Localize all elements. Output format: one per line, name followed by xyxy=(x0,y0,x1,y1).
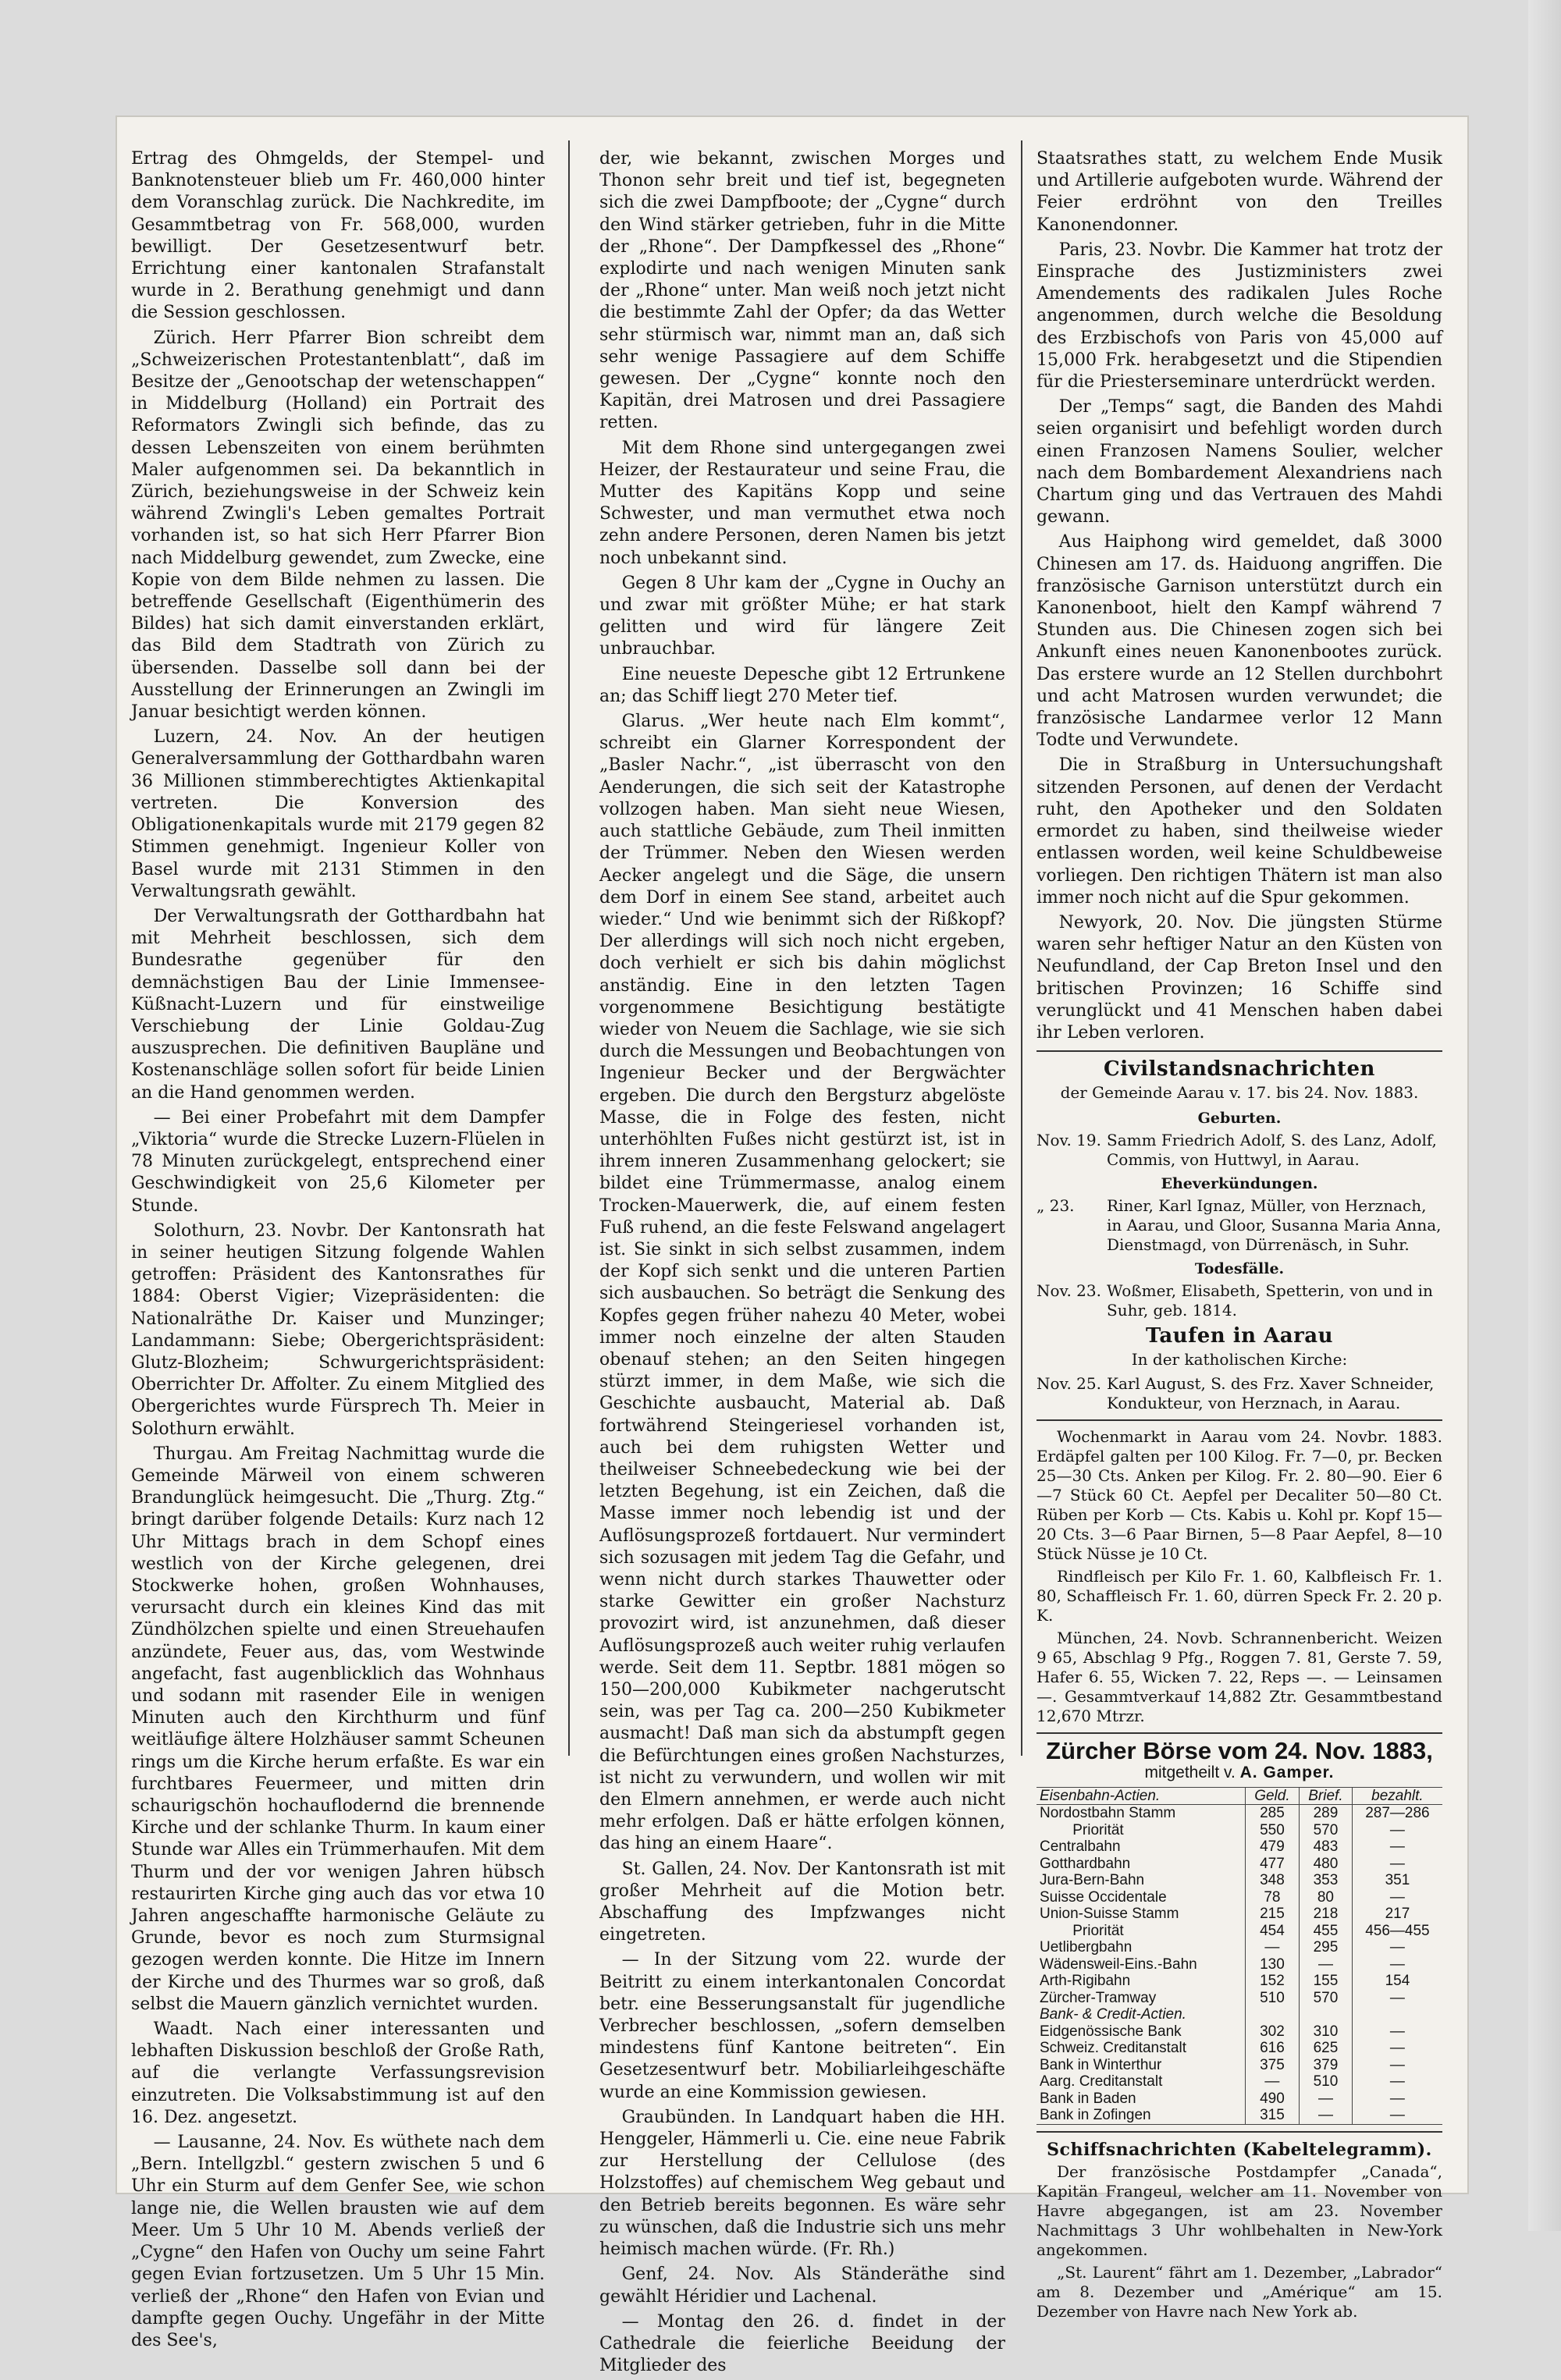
table-row xyxy=(1037,1973,1442,1990)
table-row xyxy=(1037,1939,1442,1956)
stock-table-body xyxy=(1037,1805,1442,2125)
article-paragraph: Zürich. Herr Pfarrer Bion schreibt dem „Schweizerischen Protestantenblatt“, daß im Besitze der „Genootschap der wetenschappen“ in Middelburg (Holland) ein Portrait des Reformators Zwingli sich befinde, das zu dessen Lebenszeiten von einem berühmten Maler aufgenommen sei. Da bekanntlich in Zürich, beziehungsweise in der Schweiz kein während Zwingli's Leben gemaltes Portrait vorhanden ist, so hat sich Herr Pfarrer Bion nach Middelburg gewendet, zum Zwecke, eine Kopie von dem Bilde nehmen zu lassen. Die betreffende Gesellschaft (Eigenthümerin des Bildes) hat sich damit einverstanden erklärt, das Bild dem Stadtrath von Zürich zu übersenden. Dasselbe soll dann bei der Ausstellung der Erinnerungen an Zwingli im Januar besichtigt werden können. xyxy=(131,328,545,723)
cell-geld: 477 xyxy=(1245,1856,1299,1873)
cell-name: Gotthardbahn xyxy=(1040,1855,1131,1872)
list-item xyxy=(1037,1131,1442,1170)
cell-bezahlt: — xyxy=(1352,1939,1442,1956)
cell-bezahlt: — xyxy=(1352,1822,1442,1839)
marriages-heading: Eheverkündungen. xyxy=(1161,1174,1318,1192)
entry-text: Samm Friedrich Adolf, S. des Lanz, Adolf, Commis, von Huttwyl, in Aarau. xyxy=(1107,1130,1437,1169)
cell-geld: 78 xyxy=(1245,1889,1299,1906)
left-column xyxy=(131,148,545,2355)
right-column xyxy=(1037,148,1442,2325)
cell-brief: 218 xyxy=(1300,1906,1353,1923)
cell-bezahlt: 287—286 xyxy=(1352,1805,1442,1822)
cell-name: Suisse Occidentale xyxy=(1040,1888,1167,1906)
cell-name: Priorität xyxy=(1040,1821,1124,1838)
article-paragraph: Ertrag des Ohmgelds, der Stempel- und Banknotensteuer blieb um Fr. 460,000 hinter dem Voranschlag zurück. Die Nachkredite, im Gesammtbetrag von Fr. 568,000, wurden bewilligt. Der Gesetzesentwurf betr. Errichtung einer kantonalen Strafanstalt wurde in 2. Berathung genehmigt und dann die Session geschlossen. xyxy=(131,149,545,323)
cell-brief: — xyxy=(1300,2107,1353,2124)
cell-bezahlt: 217 xyxy=(1352,1906,1442,1923)
baptisms-title: Taufen in Aarau xyxy=(1145,1324,1334,1348)
cell-brief: 625 xyxy=(1300,2040,1353,2057)
article-paragraph: Die in Straßburg in Untersuchungshaft sitzenden Personen, auf denen der Verdacht ruht, den Apotheker und den Soldaten ermordet zu haben, sind theilweise wieder entlassen worden, weil keine Schuldbeweise vorliegen. Den richtigen Thätern ist man also immer noch nicht auf die Spur gekommen. xyxy=(1037,755,1442,908)
cell-name: Bank in Zofingen xyxy=(1040,2107,1151,2124)
article-paragraph: — Lausanne, 24. Nov. Es wüthete nach dem „Bern. Intellgzbl.“ gestern zwischen 5 und 6 Uhr ein Sturm auf dem Genfer See, wie schon lange nie, die Wellen brausten wie auf dem Meer. Um 5 Uhr 10 M. Abends verließ der „Cygne“ den Hafen von Ouchy um seine Fahrt gegen Evian fortzusetzen. Um 5 Uhr 15 Min. verließ der „Rhone“ den Hafen von Evian und dampfte gegen Ouchy. Ungefähr in der Mitte des See's, xyxy=(131,2133,545,2350)
cell-geld: — xyxy=(1245,2073,1299,2090)
column-header: Brief. xyxy=(1300,1787,1353,1805)
cell-geld: 550 xyxy=(1245,1822,1299,1839)
cell-geld: 375 xyxy=(1245,2057,1299,2074)
entry-text: Riner, Karl Ignaz, Müller, von Herznach, in Aarau, und Gloor, Susanna Maria Anna, Dienstmagd, von Dürrenäsch, in Suhr. xyxy=(1107,1195,1442,1254)
cell-bezahlt: — xyxy=(1352,2057,1442,2074)
article-paragraph: Eine neueste Depesche gibt 12 Ertrunkene an; das Schiff liegt 270 Meter tief. xyxy=(599,664,1005,706)
cell-name: Bank in Baden xyxy=(1040,2090,1136,2107)
cell-bezahlt xyxy=(1352,2006,1442,2023)
list-item xyxy=(1037,1281,1442,1320)
article-paragraph: Staatsrathes statt, zu welchem Ende Musik und Artillerie aufgeboten wurde. Während der Feier erdröhnt von den Treilles Kanonendonner. xyxy=(1037,149,1442,235)
cell-geld: 454 xyxy=(1245,1923,1299,1940)
schiff-title: Schiffsnachrichten (Kabeltelegramm). xyxy=(1047,2139,1432,2160)
cell-name: Jura-Bern-Bahn xyxy=(1040,1872,1145,1889)
cell-brief: — xyxy=(1300,2090,1353,2108)
cell-name: Bank in Winterthur xyxy=(1040,2056,1162,2073)
cell-brief: 510 xyxy=(1300,2073,1353,2090)
cell-geld: 302 xyxy=(1245,2023,1299,2041)
cell-brief: 570 xyxy=(1300,1990,1353,2007)
borse-subtitle-name: A. Gamper. xyxy=(1239,1763,1335,1781)
market-report: Wochenmarkt in Aarau vom 24. Novbr. 1883. Erdäpfel galten per 100 Kilog. Fr. 7—0, pr. Becken 25—30 Cts. Anken per Kilog. Fr. 2. 80—90. Eier 6—7 Stück 60 Ct. Aepfel per Decaliter 50—80 Ct. Rüben per Korb — Cts. Kabis u. Kohl pr. Kopf 15—20 Cts. 3—6 Paar Birnen, 5—8 Paar Aepfel, 8—10 Stück Nüsse je 10 Ct. xyxy=(1037,1426,1442,1563)
article-paragraph: St. Gallen, 24. Nov. Der Kantonsrath ist mit großer Mehrheit auf die Motion betr. Abschaffung des Impfzwanges nicht eingetreten. xyxy=(599,1859,1005,1945)
births-heading: Geburten. xyxy=(1197,1109,1282,1127)
cell-geld: 152 xyxy=(1245,1973,1299,1990)
cell-brief: 379 xyxy=(1300,2057,1353,2074)
cell-bezahlt: — xyxy=(1352,2090,1442,2108)
table-row xyxy=(1037,1923,1442,1940)
article-paragraph: — Bei einer Probefahrt mit dem Dampfer „Viktoria“ wurde die Strecke Luzern-Flüelen in 78 Minuten zurückgelegt, entsprechend einer Geschwindigkeit von 25,6 Kilometer per Stunde. xyxy=(131,1107,545,1216)
table-row xyxy=(1037,1889,1442,1906)
cell-name: Uetlibergbahn xyxy=(1040,1939,1133,1956)
section-divider xyxy=(1037,1732,1442,1734)
cell-geld: — xyxy=(1245,1939,1299,1956)
list-item xyxy=(1037,1196,1442,1255)
entry-text: Karl August, S. des Frz. Xaver Schneider, Kondukteur, von Herznach, in Aarau. xyxy=(1107,1373,1435,1412)
entry-date: Nov. 23. xyxy=(1037,1281,1101,1301)
cell-brief: 480 xyxy=(1300,1856,1353,1873)
cell-brief: 295 xyxy=(1300,1939,1353,1956)
column-rule-2 xyxy=(1021,140,1022,1756)
cell-name: Bank- & Credit-Actien. xyxy=(1040,2006,1186,2023)
cell-bezahlt: — xyxy=(1352,2040,1442,2057)
cell-name: Union-Suisse Stamm xyxy=(1040,1906,1179,1923)
borse-subtitle xyxy=(1037,1762,1442,1784)
cell-geld: 348 xyxy=(1245,1872,1299,1889)
borse-subtitle-prefix: mitgetheilt v. xyxy=(1144,1763,1236,1781)
table-row xyxy=(1037,2073,1442,2090)
list-item xyxy=(1037,1374,1442,1413)
borse-title: Zürcher Börse vom 24. Nov. 1883, xyxy=(1046,1736,1433,1764)
section-divider xyxy=(1037,2131,1442,2133)
table-row xyxy=(1037,1805,1442,1822)
cell-name: Centralbahn xyxy=(1040,1838,1121,1856)
table-header-row xyxy=(1037,1787,1442,1805)
table-row xyxy=(1037,1956,1442,1973)
cell-brief: 483 xyxy=(1300,1838,1353,1856)
cell-geld: 215 xyxy=(1245,1906,1299,1923)
cell-geld xyxy=(1245,2006,1299,2023)
cell-brief: 155 xyxy=(1300,1973,1353,1990)
table-row xyxy=(1037,2107,1442,2124)
section-divider xyxy=(1037,1050,1442,1052)
cell-geld: 315 xyxy=(1245,2107,1299,2124)
column-rule-1 xyxy=(568,140,570,1756)
article-paragraph: — Montag den 26. d. findet in der Cathedrale die feierliche Beeidung der Mitglieder des xyxy=(599,2311,1005,2376)
article-paragraph: Solothurn, 23. Novbr. Der Kantonsrath hat in seiner heutigen Sitzung folgende Wahlen getroffen: Präsident des Kantonsrathes für 1884: Oberst Vigier; Vizepräsidenten: die Nationalräthe Dr. Kaiser und Munzinger; Landammann: Siebe; Obergerichtspräsident: Glutz-Blozheim; Schwurgerichtspräsident: Oberrichter Dr. Affolter. Zu einem Mitglied des Obergerichtes wurde Fürsprech Th. Meier in Solothurn erwählt. xyxy=(131,1220,545,1439)
cell-brief: 455 xyxy=(1300,1923,1353,1940)
cell-geld: 510 xyxy=(1245,1990,1299,2007)
article-paragraph: Glarus. „Wer heute nach Elm kommt“, schreibt ein Glarner Korrespondent der „Basler Nachr.“, „ist überrascht von den Aenderungen, die sich seit der Katastrophe vollzogen haben. Man sieht neue Wiesen, auch stattliche Gebäude, zum Theil inmitten der Trümmer. Neben den Wiesen werden Aecker angelegt und die Säge, die unsern dem Dorf in einem See stand, arbeitet auch wieder.“ Und wie benimmt sich der Rißkopf? Der allerdings will sich noch nicht ergeben, doch verhielt er sich bis dahin möglichst anständig. Eine in den letzten Tagen vorgenommene Besichtigung bestätigte wieder von Neuem die Sachlage, wie sie sich durch die Messungen und Beobachtungen von Ingenieur Becker und der Bergwächter ergeben. Die durch den Bergsturz abgelöste Masse, die in Folge des festen, nicht unterhöhlten Fußes nicht gestürzt ist, ist in ihrem inneren Zusammenhang gelockert; sie bildet eine Trümmermasse, analog einem Trocken-Mauerwerk, die, auf einem festen Fuß ruhend, an die feste Felswand angelagert ist. Sie sinkt in sich selbst zusammen, indem der Kopf sich senkt und die unteren Partien sich ausbauchen. So beträgt die Senkung des Kopfes gegen früher nahezu 40 Meter, wobei immer noch einzelne der alten Stauden obenauf stehen; an den Seiten hingegen stürzt immer, in dem Maße, wie sich die Geschichte ausbaucht, Material ab. Daß fortwährend Steingeriesel vorhanden ist, auch bei dem ruhigsten Wetter und theilweiser Schneebedeckung wie bei der letzten Begehung, ist ein Zeichen, daß die Masse immer noch lebendig ist und der Auflösungsprozeß fortdauert. Nur vermindert sich sozusagen mit jedem Tag die Gefahr, und wenn nicht durch starkes Thauwetter oder starke Gewitter ein großer Nachsturz provozirt wird, ist anzunehmen, daß dieser Auflösungsprozeß auch weiter ruhig verlaufen werde. Seit dem 11. Septbr. 1881 mögen so 150—200,000 Kubikmeter nachgerutscht sein, was per Tag ca. 200—250 Kubikmeter ausmacht! Daß man sich da abstumpft gegen die Befürchtungen eines großen Nachsturzes, ist nicht zu verwundern, und wollen wir mit den Elmern annehmen, er werde auch nicht mehr erfolgen. Daß er hätte erfolgen können, das hing an einem Haare“. xyxy=(599,712,1005,1854)
cell-geld: 479 xyxy=(1245,1838,1299,1856)
column-header: Geld. xyxy=(1245,1787,1299,1805)
article-paragraph: Paris, 23. Novbr. Die Kammer hat trotz der Einsprache des Justizministers zwei Amendements des radikalen Jules Roche angenommen, durch welche die Besoldung des Erzbischofs von Paris von 45,000 auf 15,000 Frk. herabgesetzt und die Stipendien für die Priesterseminare unterdrückt werden. xyxy=(1037,240,1442,393)
cell-geld: 285 xyxy=(1245,1805,1299,1822)
munich-report: München, 24. Novb. Schrannenbericht. Weizen 9 65, Abschlag 9 Pfg., Roggen 7. 81, Gerste 7. 59, Hafer 6. 55, Wicken 7. 22, Reps —. — Leinsamen —. Gesammtverkauf 14,882 Ztr. Gesammtbestand 12,670 Mtrzr. xyxy=(1037,1628,1442,1725)
article-paragraph: — In der Sitzung vom 22. wurde der Beitritt zu einem interkantonalen Concordat betr. eine Besserungsanstalt für jugendliche Verbrecher beschlossen, „sofern demselben mindestens fünf Kantone beitreten“. Ein Gesetzesentwurf betr. Mobiliarleihgeschäfte wurde an eine Kommission gewiesen. xyxy=(599,1950,1005,2102)
column-header: bezahlt. xyxy=(1352,1787,1442,1805)
cell-brief: 289 xyxy=(1300,1805,1353,1822)
column-header: Eisenbahn-Actien. xyxy=(1037,1787,1245,1805)
article-paragraph: Luzern, 24. Nov. An der heutigen Generalversammlung der Gotthardbahn waren 36 Millionen stimmberechtigtes Aktienkapital vertreten. Die Konversion des Obligationenkapitals wurde mit 2179 gegen 82 Stimmen genehmigt. Ingenieur Koller von Basel wurde mit 2131 Stimmen in den Verwaltungsrath gewählt. xyxy=(131,727,545,901)
cell-name: Aarg. Creditanstalt xyxy=(1040,2073,1163,2090)
table-row xyxy=(1037,2023,1442,2041)
article-paragraph: Thurgau. Am Freitag Nachmittag wurde die Gemeinde Märweil von einem schweren Brandunglück heimgesucht. Die „Thurg. Ztg.“ bringt darüber folgende Details: Kurz nach 12 Uhr Mittags brach in dem Schopf eines westlich von der Kirche gelegenen, drei Stockwerke hohen, großen Wohnhauses, verursacht durch ein kleines Kind das mit Zündhölzchen spielte und einen Streuehaufen anzündete, Feuer aus, das, vom Westwinde angefacht, fast augenblicklich das Wohnhaus und sodann mit rasender Eile in wenigen Minuten auch den Kirchthurm und fünf weitläufige ältere Holzhäuser sammt Scheunen rings um die Kirche herum erfaßte. Es war ein furchtbares Feuermeer, und mitten drin schaurigschön hochauflodernd die brennende Kirche und der schlanke Thurm. In kaum einer Stunde war Alles ein Trümmerhaufen. Mit dem Thurm und der vor wenigen Jahren hübsch restaurirten Kirche ging auch das vor etwa 10 Jahren angeschaffte harmonische Geläute zu Grunde, bevor es noch zum Sturmsignal gezogen werden konnte. Die Hitze im Innern der Kirche und des Thurmes war so groß, daß selbst die Mauern gänzlich vernichtet wurden. xyxy=(131,1444,545,2014)
article-paragraph: Der Verwaltungsrath der Gotthardbahn hat mit Mehrheit beschlossen, sich dem Bundesrathe gegenüber für den demnächstigen Bau der Linie Immensee-Küßnacht-Luzern und für einstweilige Verschiebung der Linie Goldau-Zug auszusprechen. Die definitiven Baupläne und Kostenanschläge sollen sofort für beide Linien an die Hand genommen werden. xyxy=(131,906,545,1103)
cell-bezahlt: — xyxy=(1352,2107,1442,2124)
cell-bezahlt: 154 xyxy=(1352,1973,1442,1990)
article-paragraph: Der „Temps“ sagt, die Banden des Mahdi seien organisirt und befehligt worden durch einen Franzosen Namens Soulier, welcher nach dem Bombardement Alexandriens nach Chartum ging und das Vertrauen des Mahdi gewann. xyxy=(1037,397,1442,528)
cell-geld: 616 xyxy=(1245,2040,1299,2057)
cell-brief: 310 xyxy=(1300,2023,1353,2041)
cell-name: Eidgenössische Bank xyxy=(1040,2023,1182,2040)
cell-brief: 353 xyxy=(1300,1872,1353,1889)
civil-subtitle: der Gemeinde Aarau v. 17. bis 24. Nov. 1883. xyxy=(1060,1083,1419,1103)
article-paragraph: Graubünden. In Landquart haben die HH. Henggeler, Hämmerli u. Cie. eine neue Fabrik zur Herstellung der Cellulose (des Holzstoffes) auf chemischem Weg gebaut und den Betrieb bereits begonnen. Es wäre sehr zu wünschen, daß die Industrie sich uns mehr heimisch machen würde. (Fr. Rh.) xyxy=(599,2107,1005,2260)
article-paragraph: Genf, 24. Nov. Als Ständeräthe sind gewählt Héridier und Lachenal. xyxy=(599,2265,1005,2307)
article-paragraph: Waadt. Nach einer interessanten und lebhaften Diskussion beschloß der Große Rath, auf die verlangte Verfassungsrevision einzutreten. Die Volksabstimmung ist auf den 16. Dez. angesetzt. xyxy=(131,2019,545,2127)
entry-date: Nov. 19. xyxy=(1037,1130,1101,1149)
meat-prices: Rindfleisch per Kilo Fr. 1. 60, Kalbfleisch Fr. 1. 80, Schaffleisch Fr. 1. 60, dürren Speck Fr. 2. 20 p. K. xyxy=(1037,1566,1442,1625)
cell-geld: 130 xyxy=(1245,1956,1299,1973)
cell-brief xyxy=(1300,2006,1353,2023)
civil-title: Civilstandsnachrichten xyxy=(1104,1057,1375,1082)
stock-table xyxy=(1037,1787,1442,2125)
schiff-schedule: „St. Laurent“ fährt am 1. Dezember, „Labrador“ am 8. Dezember und „Amérique“ am 15. Dezember von Havre nach New York ab. xyxy=(1037,2263,1442,2321)
cell-bezahlt: — xyxy=(1352,1889,1442,1906)
cell-name: Arth-Rigibahn xyxy=(1040,1973,1131,1990)
cell-bezahlt: 351 xyxy=(1352,1872,1442,1889)
article-paragraph: Aus Haiphong wird gemeldet, daß 3000 Chinesen am 17. ds. Haiduong angriffen. Die französische Garnison unterstützt durch ein Kanonenboot, hielt den Kampf während 7 Stunden aus. Die Chinesen zogen sich bei Ankunft eines neuen Kanonenbootes zurück. Das erstere wurde an 12 Stellen durchbohrt und acht Matrosen wurden verwundet; die französische Landarmee verlor 12 Mann Todte und Verwundete. xyxy=(1037,532,1442,751)
table-row xyxy=(1037,1838,1442,1856)
table-row xyxy=(1037,2090,1442,2108)
cell-bezahlt: — xyxy=(1352,1838,1442,1856)
table-row xyxy=(1037,1856,1442,1873)
cell-bezahlt: — xyxy=(1352,2073,1442,2090)
cell-bezahlt: — xyxy=(1352,1990,1442,2007)
cell-bezahlt: — xyxy=(1352,2023,1442,2041)
schiff-report: Der französische Postdampfer „Canada“, Kapitän Frangeul, welcher am 11. November von Havre abgegangen, ist am 23. November Nachmittags 3 Uhr wohlbehalten in New-York angekommen. xyxy=(1037,2162,1442,2260)
table-row xyxy=(1037,1990,1442,2007)
baptisms-subtitle: In der katholischen Kirche: xyxy=(1131,1350,1348,1369)
cell-brief: 80 xyxy=(1300,1889,1353,1906)
table-row xyxy=(1037,1872,1442,1889)
cell-brief: 570 xyxy=(1300,1822,1353,1839)
cell-bezahlt: — xyxy=(1352,1956,1442,1973)
section-divider xyxy=(1037,1419,1442,1421)
entry-text: Woßmer, Elisabeth, Spetterin, von und in Suhr, geb. 1814. xyxy=(1107,1281,1433,1320)
article-paragraph: Mit dem Rhone sind untergegangen zwei Heizer, der Restaurateur und seine Frau, die Mutter des Kapitäns Kopp und seine Schwester, und man vermuthet etwa noch zehn andere Personen, deren Namen bis jetzt noch unbekannt sind. xyxy=(599,438,1005,568)
newspaper-page xyxy=(117,117,1467,2376)
table-row xyxy=(1037,1822,1442,1839)
entry-date: „ 23. xyxy=(1037,1195,1075,1215)
cell-brief: — xyxy=(1300,1956,1353,1973)
middle-column xyxy=(599,148,1005,2380)
table-category-row xyxy=(1037,2006,1442,2023)
article-paragraph: der, wie bekannt, zwischen Morges und Thonon sehr breit und tief ist, begegneten sich die zwei Dampfboote; der „Cygne“ durch den Wind stärker getrieben, fuhr in die Mitte der „Rhone“. Der Dampfkessel des „Rhone“ explodirte und nach wenigen Minuten sank der „Rhone“ unter. Man weiß noch jetzt nicht die bestimmte Zahl der Opfer; da das Wetter sehr stürmisch war, nimmt man an, daß sich sehr wenige Passagiere auf dem Schiffe gewesen. Der „Cygne“ konnte noch den Kapitän, drei Matrosen und drei Passagiere retten. xyxy=(599,149,1005,433)
cell-name: Priorität xyxy=(1040,1922,1124,1939)
deaths-heading: Todesfälle. xyxy=(1194,1259,1285,1277)
cell-name: Nordostbahn Stamm xyxy=(1040,1805,1176,1822)
table-row xyxy=(1037,2040,1442,2057)
cell-name: Zürcher-Tramway xyxy=(1040,1989,1157,2006)
cell-name: Schweiz. Creditanstalt xyxy=(1040,2040,1186,2057)
table-row xyxy=(1037,1906,1442,1923)
cell-geld: 490 xyxy=(1245,2090,1299,2108)
article-paragraph: Newyork, 20. Nov. Die jüngsten Stürme waren sehr heftiger Natur an den Küsten von Neufundland, der Cap Breton Insel und den britischen Provinzen; 16 Schiffe sind verunglückt und 41 Menschen haben dabei ihr Leben verloren. xyxy=(1037,912,1442,1043)
entry-date: Nov. 25. xyxy=(1037,1373,1101,1393)
table-row xyxy=(1037,2057,1442,2074)
cell-bezahlt: 456—455 xyxy=(1352,1923,1442,1940)
scan-edge xyxy=(1528,0,1561,2231)
cell-bezahlt: — xyxy=(1352,1856,1442,1873)
cell-name: Wädensweil-Eins.-Bahn xyxy=(1040,1956,1197,1973)
article-paragraph: Gegen 8 Uhr kam der „Cygne in Ouchy an und zwar mit größter Mühe; er hat stark gelitten und wird für längere Zeit unbrauchbar. xyxy=(599,573,1005,659)
